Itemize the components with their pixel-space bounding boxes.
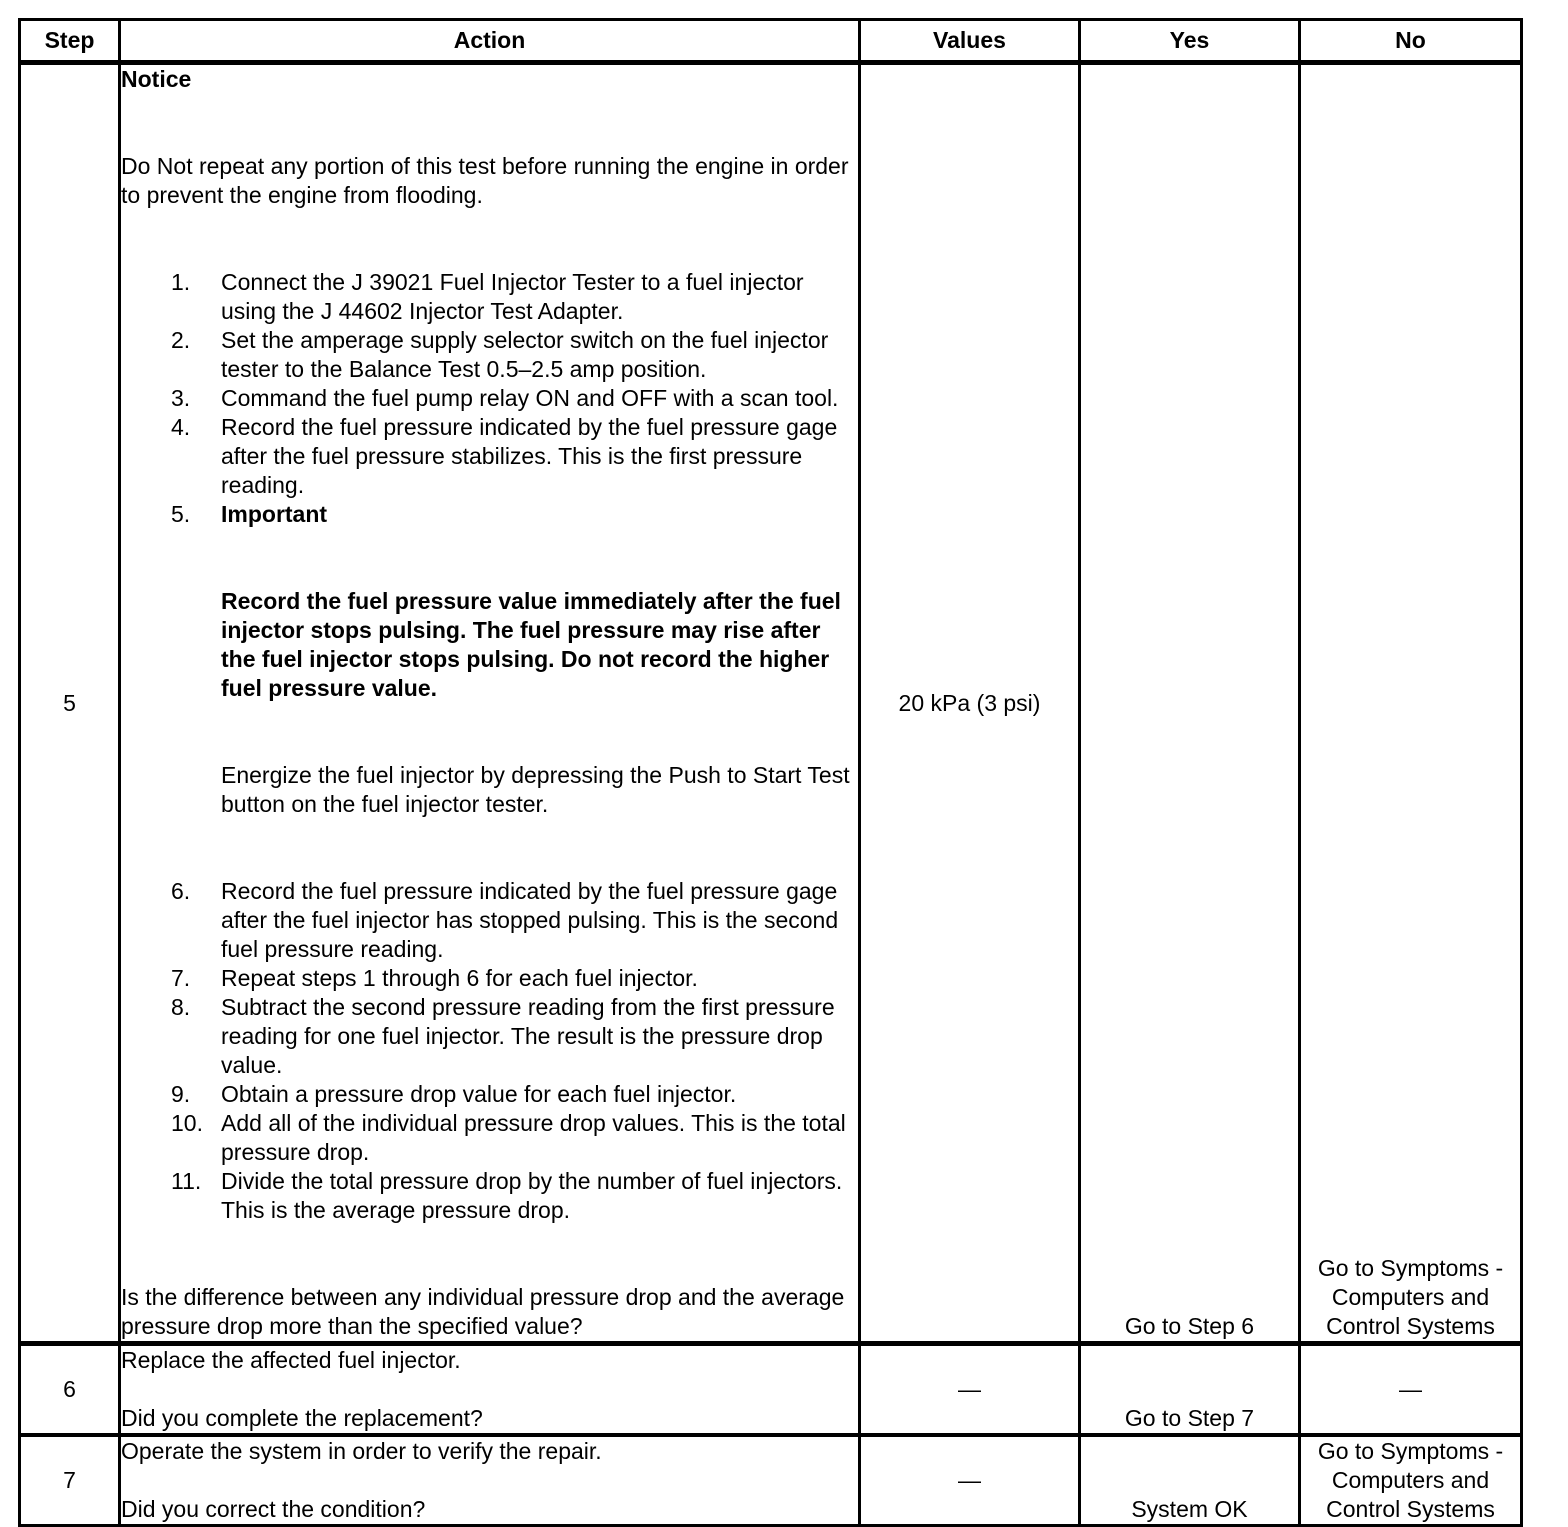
list-item-number: 3. xyxy=(171,385,191,411)
list-item-number: 9. xyxy=(171,1081,191,1107)
list-item-text: Command the fuel pump relay ON and OFF with a scan tool. xyxy=(221,385,839,411)
list-item-text: Record the fuel pressure indicated by the fuel pressure gage after the fuel injector has stopped pulsing. This is the second fuel pressure reading. xyxy=(221,878,839,962)
header-no: No xyxy=(1300,20,1522,63)
notice-title: Notice xyxy=(121,66,192,92)
action-text: Operate the system in order to verify the repair. xyxy=(121,1438,602,1464)
question-text: Did you complete the replacement? xyxy=(121,1405,483,1431)
header-row xyxy=(20,20,1522,63)
question-text: Did you correct the condition? xyxy=(121,1496,426,1522)
value-cell: — xyxy=(860,1435,1080,1526)
notice-text: Do Not repeat any portion of this test before running the engine in order to prevent the engine from flooding. xyxy=(121,153,849,208)
list-item xyxy=(121,1109,858,1167)
yes-cell: Go to Step 7 xyxy=(1080,1344,1300,1436)
action-cell xyxy=(120,1435,860,1526)
yes-cell: System OK xyxy=(1080,1435,1300,1526)
item5-text: Energize the fuel injector by depressing the Push to Start Test button on the fuel injector tester. xyxy=(221,762,850,817)
header-action: Action xyxy=(120,20,860,63)
list-item-text: Obtain a pressure drop value for each fuel injector. xyxy=(221,1081,737,1107)
list-item-text: Divide the total pressure drop by the number of fuel injectors. This is the average pressure drop. xyxy=(221,1168,843,1223)
list-item xyxy=(121,326,858,384)
procedure-list-b xyxy=(121,877,858,1225)
list-item-number: 11. xyxy=(171,1168,202,1194)
procedure-list-a xyxy=(121,268,858,500)
value-cell: — xyxy=(860,1344,1080,1436)
list-item-text: Add all of the individual pressure drop values. This is the total pressure drop. xyxy=(221,1110,846,1165)
list-item-text: Subtract the second pressure reading from the first pressure reading for one fuel injector. The result is the pressure drop value. xyxy=(221,994,835,1078)
list-item xyxy=(121,877,858,964)
action-cell xyxy=(120,1344,860,1436)
no-cell: Go to Symptoms - Computers and Control Systems xyxy=(1300,63,1522,1344)
list-item-text: Connect the J 39021 Fuel Injector Tester to a fuel injector using the J 44602 Injector Test Adapter. xyxy=(221,269,804,324)
list-item-number: 6. xyxy=(171,878,191,904)
table-row-step-6 xyxy=(20,1344,1522,1436)
list-item xyxy=(121,384,858,413)
list-item-number: 7. xyxy=(171,965,191,991)
list-item-number: 2. xyxy=(171,327,191,353)
list-item-number: 1. xyxy=(171,269,191,295)
step-number: 7 xyxy=(20,1435,120,1526)
action-text: Replace the affected fuel injector. xyxy=(121,1347,461,1373)
step-number: 5 xyxy=(20,63,120,1344)
header-step: Step xyxy=(20,20,120,63)
list-item-number: 8. xyxy=(171,994,191,1020)
table-row-step-5 xyxy=(20,63,1522,1344)
list-item-text: Repeat steps 1 through 6 for each fuel injector. xyxy=(221,965,698,991)
diagnostic-table xyxy=(18,18,1523,1527)
value-cell: 20 kPa (3 psi) xyxy=(860,63,1080,1344)
list-item-text: Set the amperage supply selector switch on the fuel injector tester to the Balance Test 0.5–2.5 amp position. xyxy=(221,327,829,382)
action-cell xyxy=(120,63,860,1344)
list-item xyxy=(121,993,858,1080)
list-item-text: Record the fuel pressure indicated by the fuel pressure gage after the fuel pressure stabilizes. This is the first pressure reading. xyxy=(221,414,838,498)
list-item-number: 4. xyxy=(171,414,191,440)
important-text: Record the fuel pressure value immediately after the fuel injector stops pulsing. The fuel pressure may rise after the fuel injector stops pulsing. Do not record the higher fuel pressure value. xyxy=(221,588,841,701)
yes-cell: Go to Step 6 xyxy=(1080,63,1300,1344)
list-item xyxy=(121,964,858,993)
important-title: Important xyxy=(221,501,328,527)
list-item xyxy=(121,500,858,529)
list-item xyxy=(121,1080,858,1109)
list-item xyxy=(121,413,858,500)
question-text: Is the difference between any individual pressure drop and the average pressure drop more than the specified value? xyxy=(121,1284,845,1339)
header-yes: Yes xyxy=(1080,20,1300,63)
list-item-number: 10. xyxy=(171,1110,203,1136)
step-number: 6 xyxy=(20,1344,120,1436)
procedure-list-item5 xyxy=(121,500,858,529)
table-row-step-7 xyxy=(20,1435,1522,1526)
header-values: Values xyxy=(860,20,1080,63)
list-item xyxy=(121,1167,858,1225)
list-item-number: 5. xyxy=(171,501,191,527)
no-cell: — xyxy=(1300,1344,1522,1436)
no-cell: Go to Symptoms - Computers and Control Systems xyxy=(1300,1435,1522,1526)
list-item xyxy=(121,268,858,326)
